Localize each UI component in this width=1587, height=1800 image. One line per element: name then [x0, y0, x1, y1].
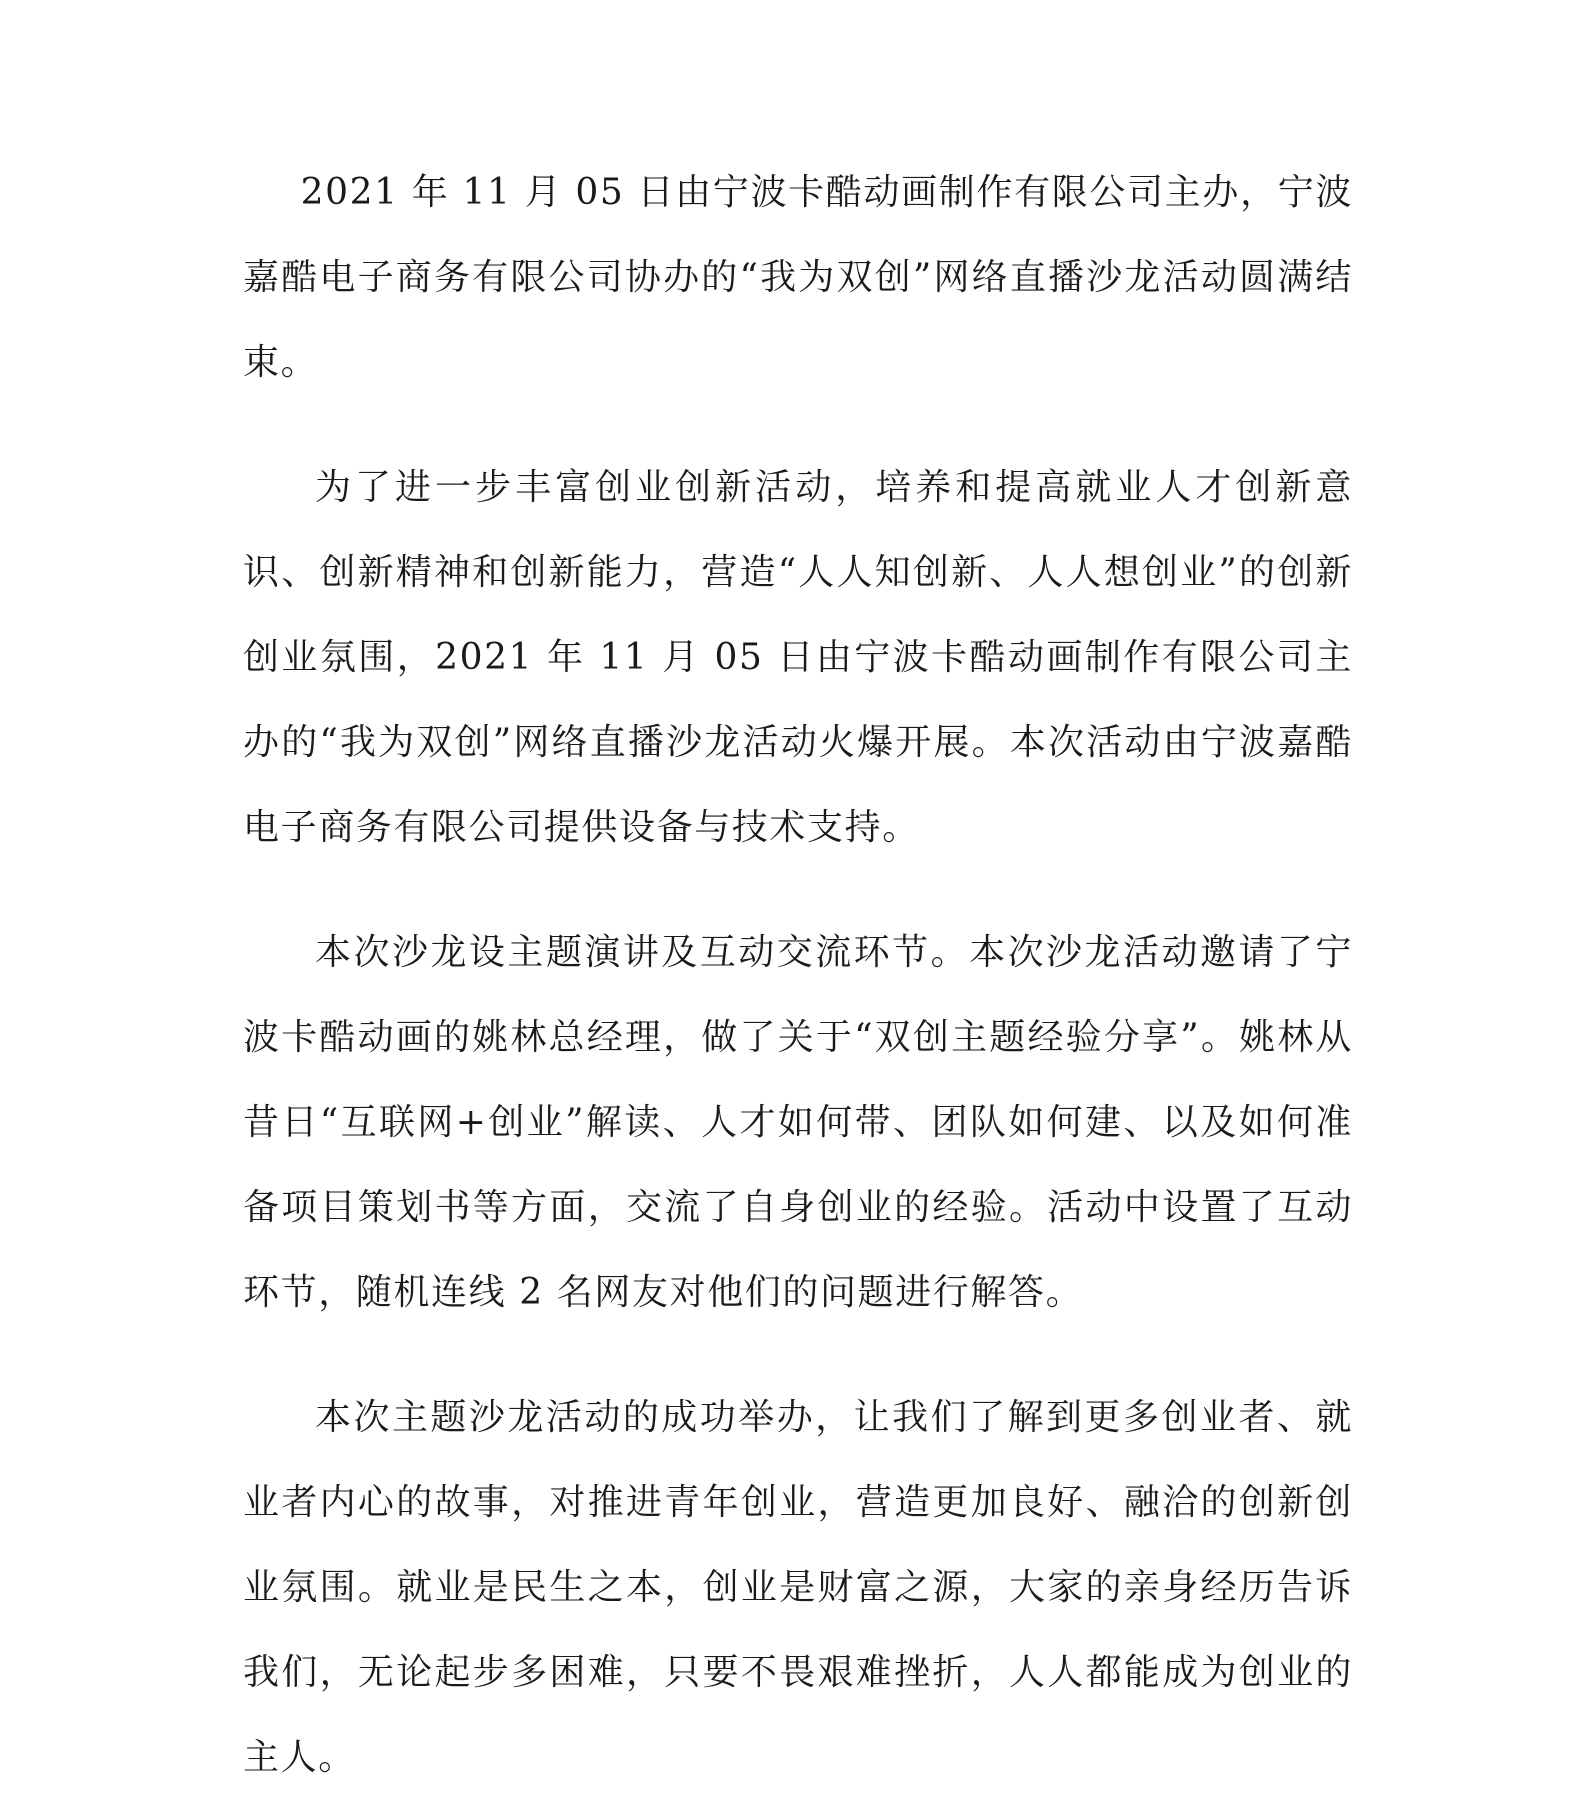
paragraph-event-purpose: 为了进一步丰富创业创新活动，培养和提高就业人才创新意识、创新精神和创新能力，营造“人人知创新、人人想创业”的创新创业氛围，2021 年 11 月 05 日由宁波卡酷动画制作有限公司主办的“我为双创”网络直播沙龙活动火爆开展。本次活动由宁波嘉酷电子商务有限公司提供设备与技术支持。: [243, 467, 1353, 848]
document-body: [243, 150, 1353, 1800]
paragraph-salon-content: 本次沙龙设主题演讲及互动交流环节。本次沙龙活动邀请了宁波卡酷动画的姚林总经理，做了关于“双创主题经验分享”。姚林从昔日“互联网+创业”解读、人才如何带、团队如何建、以及如何准备项目策划书等方面，交流了自身创业的经验。活动中设置了互动环节，随机连线 2 名网友对他们的问题进行解答。: [243, 932, 1353, 1313]
paragraph-conclusion: 本次主题沙龙活动的成功举办，让我们了解到更多创业者、就业者内心的故事，对推进青年创业，营造更加良好、融洽的创新创业氛围。就业是民生之本，创业是财富之源，大家的亲身经历告诉我们，无论起步多困难，只要不畏艰难挫折，人人都能成为创业的主人。: [243, 1397, 1353, 1778]
paragraph-event-summary: 2021 年 11 月 05 日由宁波卡酷动画制作有限公司主办，宁波嘉酷电子商务有限公司协办的“我为双创”网络直播沙龙活动圆满结束。: [243, 172, 1353, 383]
